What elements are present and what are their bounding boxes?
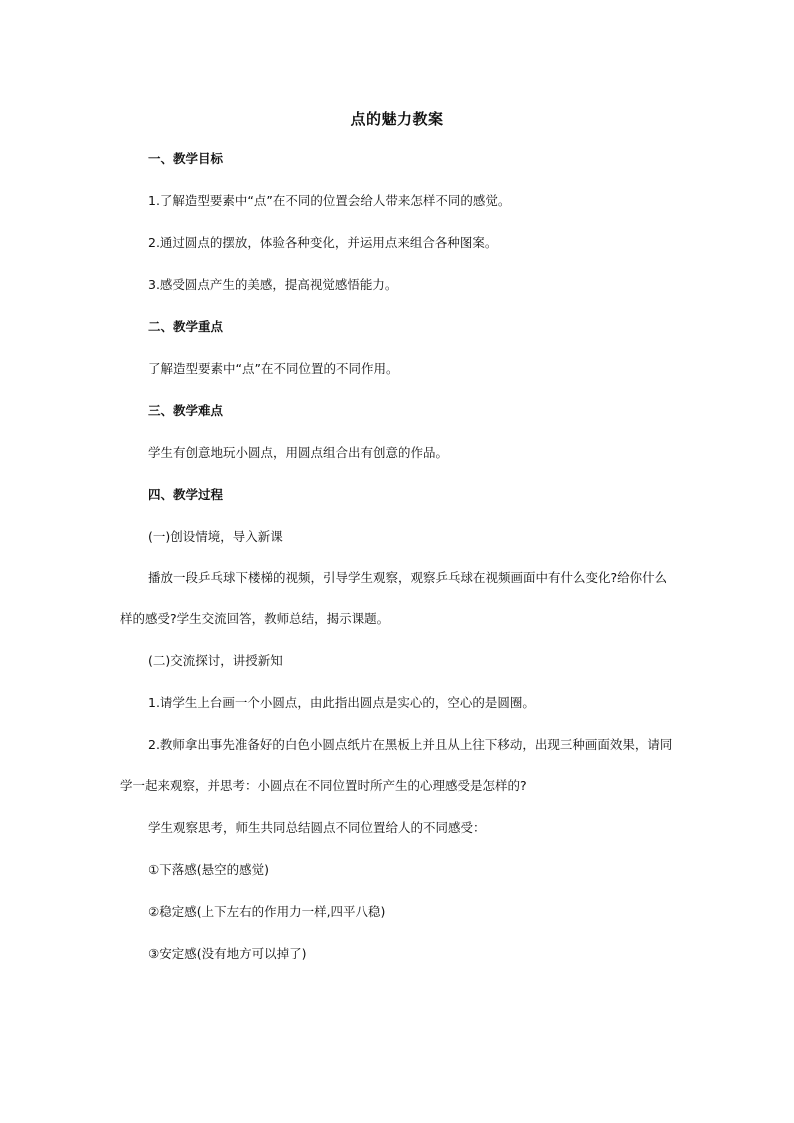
subsection-heading-intro: (一)创设情境，导入新课 bbox=[148, 529, 283, 544]
feeling-item-1: ①下落感(悬空的感觉) bbox=[148, 862, 269, 877]
subsection-heading-discussion: (二)交流探讨，讲授新知 bbox=[148, 653, 283, 668]
document-title: 点的魅力教案 bbox=[350, 110, 444, 128]
discussion-item-2-line-1: 2.教师拿出事先准备好的白色小圆点纸片在黑板上并且从上往下移动，出现三种画面效果，请同 bbox=[148, 737, 673, 752]
objective-item-2: 2.通过圆点的摆放，体验各种变化，并运用点来组合各种图案。 bbox=[148, 235, 498, 250]
section-heading-difficulties: 三、教学难点 bbox=[148, 403, 224, 418]
feeling-item-3: ③安定感(没有地方可以掉了) bbox=[148, 946, 307, 961]
discussion-item-1: 1.请学生上台画一个小圆点，由此指出圆点是实心的，空心的是圆圈。 bbox=[148, 695, 535, 710]
objective-item-3: 3.感受圆点产生的美感，提高视觉感悟能力。 bbox=[148, 277, 398, 292]
section-heading-key-points: 二、教学重点 bbox=[148, 319, 224, 334]
discussion-item-2-line-2: 学一起来观察，并思考：小圆点在不同位置时所产生的心理感受是怎样的? bbox=[120, 778, 527, 793]
key-point-text: 了解造型要素中“点”在不同位置的不同作用。 bbox=[148, 361, 399, 376]
section-heading-objectives: 一、教学目标 bbox=[148, 151, 224, 166]
paragraph-intro-line-1: 播放一段乒乓球下楼梯的视频，引导学生观察，观察乒乓球在视频画面中有什么变化?给你什么 bbox=[148, 570, 668, 585]
section-heading-process: 四、教学过程 bbox=[148, 487, 224, 502]
difficulty-text: 学生有创意地玩小圆点，用圆点组合出有创意的作品。 bbox=[148, 445, 449, 460]
paragraph-intro-line-2: 样的感受?学生交流回答，教师总结，揭示课题。 bbox=[120, 611, 390, 626]
feeling-item-2: ②稳定感(上下左右的作用力一样,四平八稳) bbox=[148, 904, 386, 919]
summary-text: 学生观察思考，师生共同总结圆点不同位置给人的不同感受： bbox=[148, 820, 486, 835]
objective-item-1: 1.了解造型要素中“点”在不同的位置会给人带来怎样不同的感觉。 bbox=[148, 193, 511, 208]
